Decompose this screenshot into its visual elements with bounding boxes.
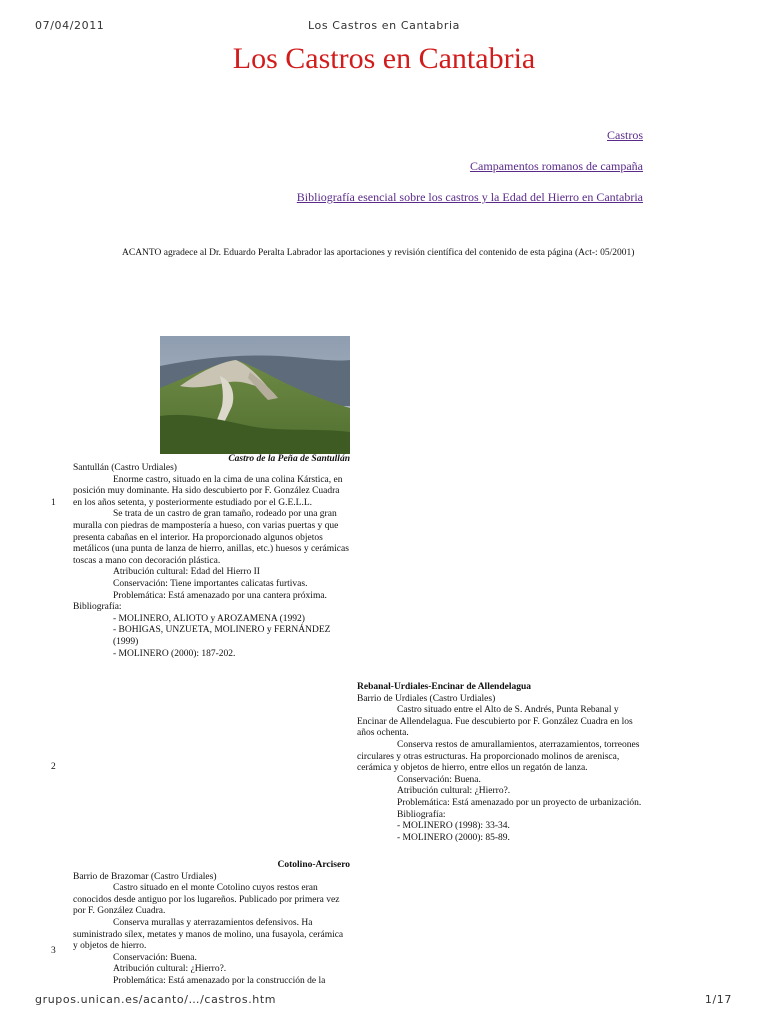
entry-attribution: Atribución cultural: ¿Hierro?. xyxy=(113,964,227,975)
entry-description: Se trata de un castro de gran tamaño, rodeado por una gran muralla con piedras de mampostería a hueso, con varias puertas y que presenta cabañas en el interior. Ha proporcionado algunos objetos metálicos (una punta de lanza de hierro, anillas, etc.) huesos y cerámicas toscas a mano con decoración plástica. xyxy=(73,509,349,566)
entry-description: Conserva murallas y aterrazamientos defensivos. Ha suministrado sílex, metates y manos de molino, una fusayola, cerámica y objetos de hierro. xyxy=(73,917,344,952)
entry-description: Castro situado en el monte Cotolino cuyos restos eran conocidos desde antiguo por los lugareños. Publicado por primera vez por F. González Cuadra. xyxy=(73,883,340,917)
entry-problem: Problemática: Está amenazado por un proyecto de urbanización. xyxy=(397,797,642,808)
entry-conservation: Conservación: Tiene importantes calicatas furtivas. xyxy=(113,578,308,589)
entry-number: 2 xyxy=(51,762,56,772)
header-date: 07/04/2011 xyxy=(35,19,105,32)
entry-title: Cotolino-Arcisero xyxy=(277,860,350,870)
entry-conservation: Conservación: Buena. xyxy=(113,952,197,963)
acknowledgement-text: ACANTO agradece al Dr. Eduardo Peralta Labrador las aportaciones y revisión científica del contenido de esta página (Act-: 05/2001) xyxy=(122,248,635,258)
nav-link-bibliografia[interactable]: Bibliografía esencial sobre los castros y la Edad del Hierro en Cantabria xyxy=(296,190,643,204)
entry-attribution: Atribución cultural: Edad del Hierro II xyxy=(113,567,260,578)
entry-bibliography-label: Bibliografía: xyxy=(397,809,446,820)
entry-problem: Problemática: Está amenazado por la construcción de la xyxy=(113,975,326,986)
bibliography-item: - BOHIGAS, UNZUETA, MOLINERO y FERNÁNDEZ (1999) xyxy=(113,625,331,647)
entry-number: 3 xyxy=(51,946,56,956)
entry-description: Enorme castro, situado en la cima de una colina Kárstica, en posición muy dominante. Ha sido descubierto por F. González Cuadra en los años setenta, y posteriormente estudiado por el G.E.L.L. xyxy=(73,474,343,508)
entry-description: Castro situado entre el Alto de S. Andrés, Punta Rebanal y Encinar de Allendelagua. Fue descubierto por F. González Cuadra en los años ochenta. xyxy=(357,705,633,739)
entry-conservation: Conservación: Buena. xyxy=(397,774,481,785)
footer-url: grupos.unican.es/acanto/…/castros.htm xyxy=(35,993,277,1006)
bibliography-item: - MOLINERO (2000): 85-89. xyxy=(397,832,510,843)
header-doc-title: Los Castros en Cantabria xyxy=(308,19,460,32)
bibliography-item: - MOLINERO, ALIOTO y AROZAMENA (1992) xyxy=(113,613,305,624)
entry-bibliography-label: Bibliografía: xyxy=(73,602,122,613)
entry-description: Conserva restos de amurallamientos, aterrazamientos, torreones circulares y otras estructuras. Ha proporcionado molinos de arenisca, cerámica y objetos de hierro, entre ellos un regatón de lanza. xyxy=(357,739,640,774)
bibliography-item: - MOLINERO (2000): 187-202. xyxy=(113,648,236,659)
entry-title: Rebanal-Urdiales-Encinar de Allendelagua xyxy=(357,682,532,692)
entry-number: 1 xyxy=(51,498,56,508)
nav-link-castros[interactable]: Castros xyxy=(607,128,643,142)
footer-page-number: 1/17 xyxy=(704,993,732,1006)
entry-attribution: Atribución cultural: ¿Hierro?. xyxy=(397,786,511,797)
page-title: Los Castros en Cantabria xyxy=(232,42,536,75)
entry-problem: Problemática: Está amenazado por una cantera próxima. xyxy=(113,590,327,601)
castro-photo xyxy=(160,336,350,454)
entry-location: Santullán (Castro Urdiales) xyxy=(73,463,177,473)
photo-caption: Castro de la Peña de Santullán xyxy=(228,454,350,464)
bibliography-item: - MOLINERO (1998): 33-34. xyxy=(397,821,510,832)
nav-link-campamentos[interactable]: Campamentos romanos de campaña xyxy=(470,159,643,173)
entry-location: Barrio de Urdiales (Castro Urdiales) xyxy=(357,693,496,704)
castro-entry xyxy=(73,860,350,986)
entry-location: Barrio de Brazomar (Castro Urdiales) xyxy=(73,871,217,882)
castro-entry xyxy=(357,682,643,844)
castro-entry xyxy=(73,463,350,660)
